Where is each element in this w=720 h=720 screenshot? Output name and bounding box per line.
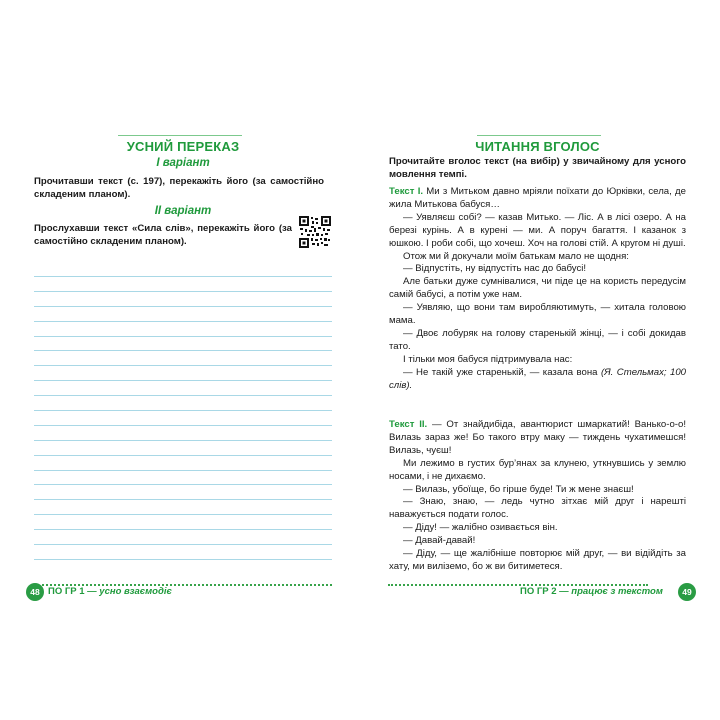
page-number: 49 — [678, 583, 696, 601]
footer-description: — працює з текстом — [556, 586, 663, 597]
text2-label: Текст ІІ. — [389, 419, 428, 430]
footer-code: ПО ГР 2 — [520, 586, 557, 597]
reading-instruction: Прочитайте вголос текст (на вибір) у звичайному для усного мовлення темпі. — [389, 156, 686, 180]
title-rule — [477, 135, 601, 136]
text2-paragraph: — Вилазь, убоїще, бо гірше буде! Ти ж мене знаєш! — [403, 483, 634, 495]
text1-paragraph: І тільки моя бабуся підтримувала нас: — [403, 353, 573, 365]
text2-paragraph: Ми лежимо в густих бур’янах за клунею, уткнувшись у землю носами, і не дихаємо. — [389, 457, 686, 482]
text1-paragraph: Але батьки дуже сумнівалися, чи піде це на користь передусім самій бабусі, а потім уже нам. — [389, 276, 686, 301]
text2-paragraph: — Знаю, знаю, — ледь чутно зітхає мій друг і нарешті наважується подати голос. — [389, 496, 686, 521]
footer-code: ПО ГР 1 — [48, 586, 85, 597]
text1-source: (Я. Стельмах; 100 слів). — [389, 366, 686, 391]
variant2-heading: ІІ варіант — [154, 205, 212, 217]
variant1-heading: І варіант — [156, 157, 210, 169]
text1-paragraph: — Уявляєш собі? — казав Митько. — Ліс. А в лісі озеро. А на березі курінь. А в курені — ми. А поруч багаття. І казанок з юшкою. І роби собі, що хочеш. Хоч на голові стій. А кругом ні душі. — [389, 211, 686, 249]
text1-block — [389, 186, 686, 393]
text1-paragraph: — Уявляю, що вони там виробляютимуть, — хитала головою мама. — [389, 302, 686, 327]
text2-paragraph: — Діду! — жалібно озивається він. — [403, 522, 558, 534]
text2-first: — От знайдибіда, авантюрист шмаркатий! Ванько-о-о! Вилазь зараз же! Бо такого втру маку — тиждень чухатимешся! Вилазь, чуєш! — [389, 419, 686, 456]
text2-block — [389, 419, 686, 574]
footer-description: — усно взаємодіє — [84, 586, 172, 597]
variant1-text: Прочитавши текст (с. 197), перекажіть його (за самостійно складеним планом). — [34, 176, 324, 200]
text2-paragraph: — Давай-давай! — [403, 535, 476, 547]
section-title: ЧИТАННЯ ВГОЛОС — [475, 139, 600, 154]
variant2-text: Прослухавши текст «Сила слів», перекажіть його (за самостійно складеним планом). — [34, 223, 292, 247]
text1-paragraph: Отож ми й докучали моїм батькам мало не щодня: — [403, 250, 629, 262]
writing-lines — [34, 276, 332, 574]
text1-label: Текст І. — [389, 186, 424, 197]
footer-label — [48, 586, 172, 597]
title-rule — [118, 135, 242, 136]
text1-paragraph: — Відпустіть, ну відпустіть нас до бабусі! — [403, 263, 587, 275]
section-title: УСНИЙ ПЕРЕКАЗ — [126, 139, 240, 154]
footer-label — [520, 586, 663, 597]
qr-code-icon[interactable] — [299, 216, 331, 248]
text2-paragraph: — Діду, — ще жалібніше повторює мій друг, — ви відійдіть за хату, ми виліземо, бо ж ви битиметеся. — [389, 548, 686, 572]
text1-paragraph: — Двоє лобуряк на голову старенькій жінці, — і собі докидав тато. — [389, 327, 686, 352]
page-number: 48 — [26, 583, 44, 601]
text1-last: — Не такій уже старенькій, — казала вона — [403, 366, 601, 378]
text1-first: Ми з Митьком давно мріяли поїхати до Юрківки, села, де жила Митькова бабуся… — [389, 186, 686, 210]
